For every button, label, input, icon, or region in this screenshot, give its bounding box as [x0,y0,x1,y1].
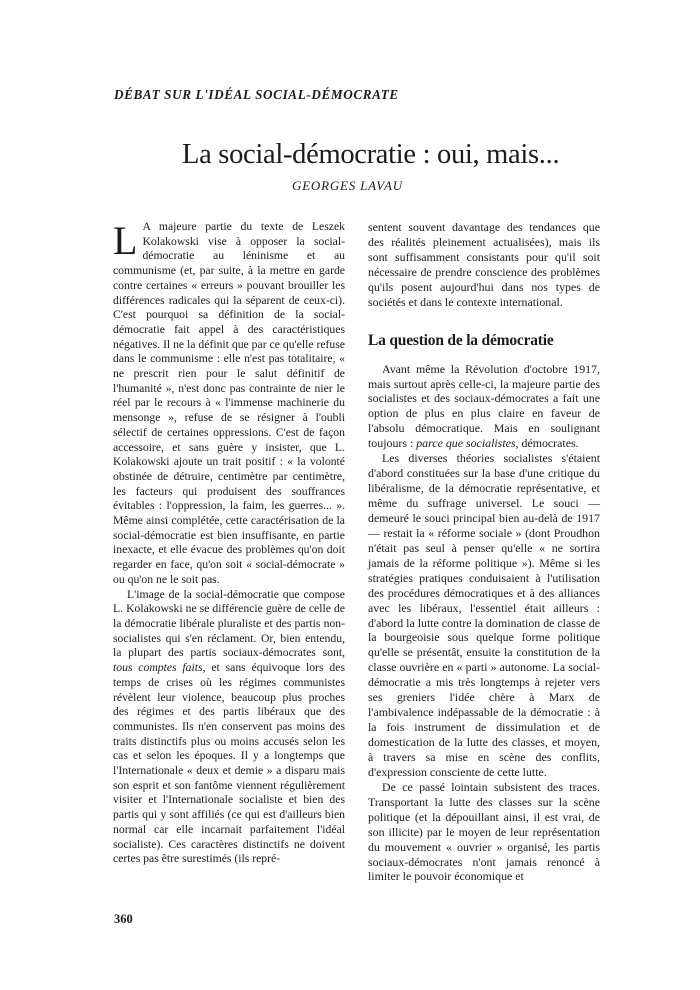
paragraph-3 [368,362,600,452]
paragraph-1-text: A majeure partie du texte de Leszek Kolakowski vise à opposer la social-démocratie au léninisme et au communisme (et, par suite, à la mettre en garde contre certaines « erreurs » pouvant brouiller les différences radicales qui la séparent de ceux-ci). C'est pourquoi sa définition de la social-démocratie fait appel à des caractéristiques négatives. Il ne la définit que par ce qu'elle refuse dans le communisme : elle n'est pas totalitaire, « ne prescrit rien pour le salut définitif de l'humanité », n'est donc pas contrainte de nier le réel par le recours à « l'immense machinerie du mensonge », refuse de se résigner à l'oubli sélectif de certaines oppressions. C'est de façon accessoire, et sans guère y insister, que L. Kolakowski ajoute un trait positif : « la volonté obstinée de détruire, centimètre par centimètre, les facteurs qui produisent des souffrances évitables : l'oppression, la faim, les guerres... ». Même ainsi complétée, cette caractérisation de la social-démocratie est bien insuffisante, en partie inexacte, et elle évacue des problèmes qu'on doit regarder en face, qu'on soit « social-démocrate » ou qu'on ne le soit pas. [113,220,345,586]
paragraph-3-text-b: , démocrates. [515,436,579,451]
article-title: La social-démocratie : oui, mais... [182,139,560,170]
paragraph-5: De ce passé lointain subsistent des traces. Transportant la lutte des classes sur la scène politique (et la dépouillant ainsi, il est vrai, de son illicite) par le moyen de leur représentation du mouvement « ouvrier » organisé, les partis sociaux-démocrates n'ont jamais renoncé à limiter le pouvoir économique et [368,779,600,884]
paragraph-continuation: sentent souvent davantage des tendances que des réalités pleinement actualisées), mais ils sont suffisamment consistants pour qu'il soit nécessaire de prendre conscience des problèmes qu'ils posent aujourd'hui dans nos types de sociétés et dans le contexte international. [368,220,600,309]
section-heading: La question de la démocratie [368,331,554,349]
page-number: 360 [114,912,133,926]
paragraph-1 [113,220,345,588]
paragraph-2-text-b: , et sans équivoque lors des temps de crises où les régimes communistes révèlent leur violence, beaucoup plus proches des régimes et des partis libéraux que des communistes. Ils n'en conservent pas moins des traits distinctifs plus ou moins accusés selon les cas et selon les époques. Il y a longtemps que l'Internationale « deux et demie » a disparu mais son esprit et son fantôme viennent régulièrement visiter et l'Internationale socialiste et bien des partis qui y sont affiliés (ce qui est d'ailleurs bien normal car elle incarnait parfaitement l'idéal socialiste). Ces caractères distinctifs ne doivent certes pas être surestimés (ils repré- [113,661,345,866]
paragraph-3-text-a: Avant même la Révolution d'octobre 1917, mais surtout après celle-ci, la majeure partie des socialistes et des sociaux-démocrates a fait une option de plus en plus claire en faveur de l'absolu démocratique. Mais en soulignant toujours : [368,361,600,451]
paragraph-2 [113,588,345,867]
paragraph-4: Les diverses théories socialistes s'étaient d'abord constituées sur la base d'une critique du libéralisme, de la démocratie représentative, et même du suffrage universel. Le souci — demeuré le souci principal bien au-delà de 1917 — restait la « réforme sociale » (dont Proudhon n'était pas seul à penser qu'elle « ne sortira jamais de la réforme politique »). Même si les stratégies pratiques conduisaient à l'utilisation des procédures démocratiques et à des alliances avec les libéraux, l'essentiel était ailleurs : d'abord la lutte contre la domination de classe de la bourgeoisie sous quelque forme politique qu'elle se présentât, ensuite la constitution de la classe ouvrière en « parti » autonome. La social-démocratie a mis très longtemps à rejeter vers ses greniers l'idée chère à Marx de l'ambivalence indépassable de la démocratie : à la fois instrument de dissimulation et de domestication de la lutte des classes, et moyen, à travers sa mise en scène des conflits, d'expression consciente de cette lutte. [368,451,600,779]
paragraph-3-emphasis: parce que socialistes [416,436,516,451]
drop-cap: L [113,218,138,263]
running-head: DÉBAT SUR L'IDÉAL SOCIAL-DÉMOCRATE [114,87,399,102]
paragraph-2-text-a: L'image de la social-démocratie que compose L. Kolakowski ne se différencie guère de celle de la démocratie libérale pluraliste et des partis non-socialistes qui s'en réclament. Or, bien entendu, la plupart des partis sociaux-démocrates sont, [113,587,345,660]
paragraph-2-emphasis: tous comptes faits [113,661,203,675]
text-column-left [113,220,345,867]
text-column-right [368,220,600,884]
article-author: GEORGES LAVAU [292,178,403,193]
